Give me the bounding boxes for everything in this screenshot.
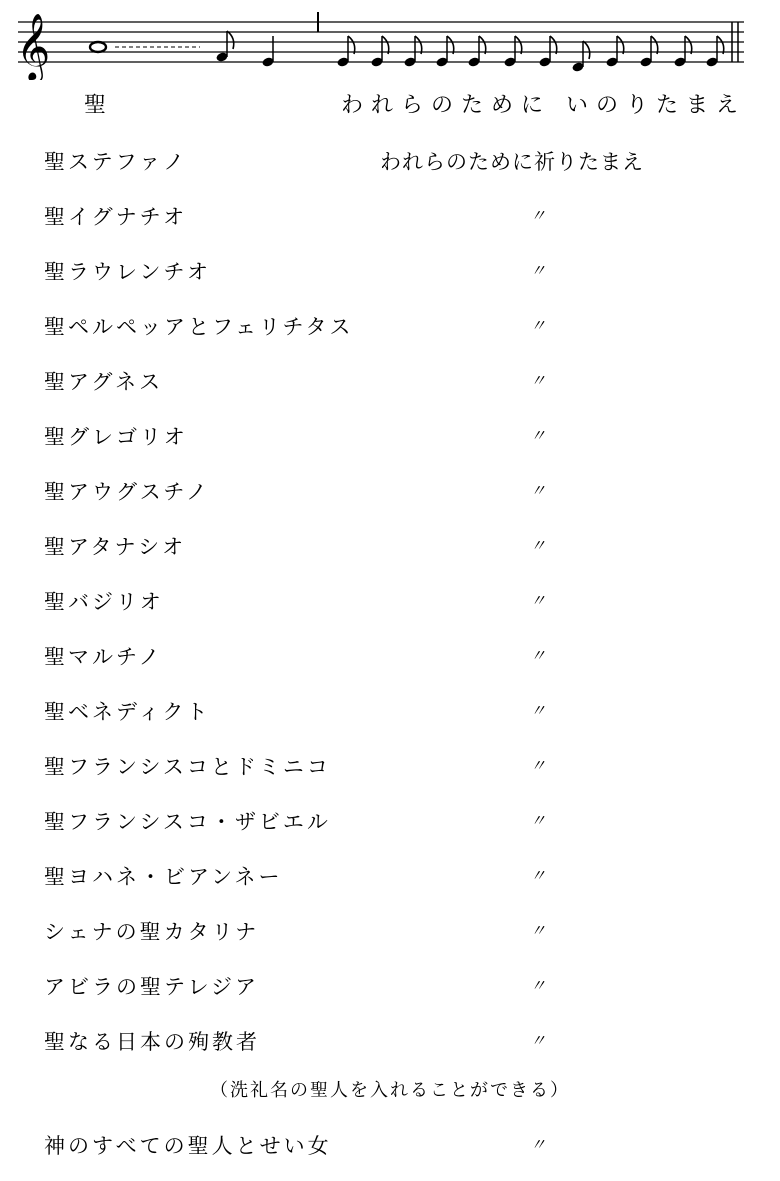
saint-name: 聖ステファノ xyxy=(44,150,188,174)
litany-row xyxy=(0,201,780,235)
saint-name: 聖フランシスコ・ザビエル xyxy=(44,810,331,834)
svg-text:𝄞: 𝄞 xyxy=(16,12,51,80)
litany-row xyxy=(0,586,780,620)
saint-name: シェナの聖カタリナ xyxy=(44,920,260,944)
saint-name: 聖アタナシオ xyxy=(44,535,187,559)
response: 〃 xyxy=(530,646,547,665)
response: 〃 xyxy=(530,591,547,610)
barline xyxy=(318,12,738,62)
response: 〃 xyxy=(530,1135,547,1154)
litany-row xyxy=(0,1026,780,1060)
response: 〃 xyxy=(530,756,547,775)
response: 〃 xyxy=(530,316,547,335)
saint-name: 聖アウグスチノ xyxy=(44,480,210,504)
saint-name: 聖ペルペッアとフェリチタス xyxy=(44,315,354,339)
response: 〃 xyxy=(530,206,547,225)
response: 〃 xyxy=(530,921,547,940)
saint-name: アビラの聖テレジア xyxy=(44,975,260,999)
saint-name: 聖ラウレンチオ xyxy=(44,260,212,284)
saint-name: 神のすべての聖人とせい女 xyxy=(44,1134,332,1158)
litany-row xyxy=(0,366,780,400)
saint-name: 聖フランシスコとドミニコ xyxy=(44,755,331,779)
saint-name: 聖アグネス xyxy=(44,370,164,394)
music-score xyxy=(0,0,780,80)
response: 〃 xyxy=(530,536,547,555)
lyric-left: 聖 xyxy=(84,93,107,118)
litany-row xyxy=(0,531,780,565)
response: 〃 xyxy=(530,1031,547,1050)
response: 〃 xyxy=(530,426,547,445)
litany-row xyxy=(0,256,780,290)
response: 〃 xyxy=(530,976,547,995)
response: 〃 xyxy=(530,866,547,885)
response: 〃 xyxy=(530,371,547,390)
saint-name: 聖マルチノ xyxy=(44,645,163,669)
litany-row xyxy=(0,421,780,455)
litany-row xyxy=(0,971,780,1005)
lyric-right: われらのために いのりたまえ xyxy=(341,93,746,118)
baptismal-name-note: （洗礼名の聖人を入れることができる） xyxy=(210,1080,570,1101)
saint-name: 聖グレゴリオ xyxy=(44,425,188,449)
litany-row xyxy=(0,861,780,895)
staff-lines xyxy=(18,22,744,62)
litany-row xyxy=(0,696,780,730)
whole-note-icon xyxy=(90,42,106,52)
response: 〃 xyxy=(530,261,547,280)
saint-name: 聖ヨハネ・ビアンネー xyxy=(44,865,283,889)
saint-name: 聖ベネディクト xyxy=(44,700,211,724)
litany-row xyxy=(0,476,780,510)
litany-row xyxy=(0,751,780,785)
response: われらのために祈りたまえ xyxy=(380,150,644,174)
litany-final-row xyxy=(0,1130,780,1164)
eighth-note-icon xyxy=(571,41,589,73)
saint-name: 聖なる日本の殉教者 xyxy=(44,1030,260,1054)
response: 〃 xyxy=(530,481,547,500)
litany-row xyxy=(0,806,780,840)
response: 〃 xyxy=(530,811,547,830)
eighth-note-icon xyxy=(215,31,233,63)
saint-name: 聖バジリオ xyxy=(44,590,164,614)
litany-row xyxy=(0,916,780,950)
litany-row xyxy=(0,311,780,345)
treble-clef-icon xyxy=(16,12,50,80)
response: 〃 xyxy=(530,701,547,720)
saint-name: 聖イグナチオ xyxy=(44,205,188,229)
litany-row xyxy=(0,146,780,180)
litany-row xyxy=(0,641,780,675)
